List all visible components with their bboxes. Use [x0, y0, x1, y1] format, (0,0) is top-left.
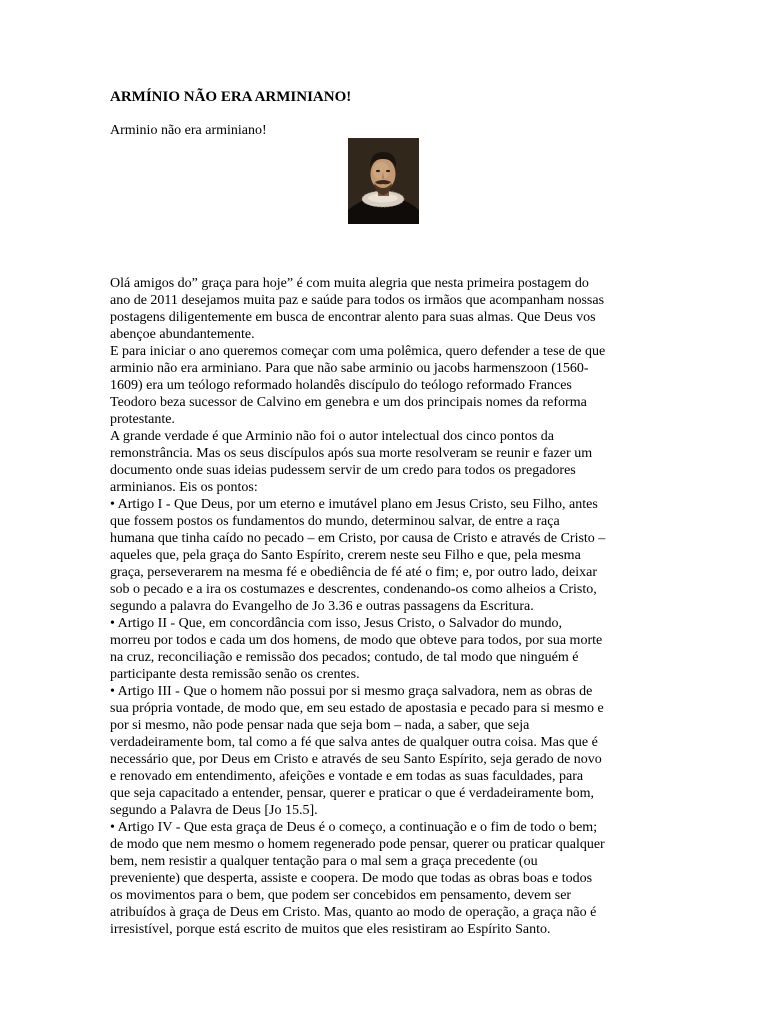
- text-line: • Artigo II - Que, em concordância com isso, Jesus Cristo, o Salvador do mundo,: [110, 616, 563, 631]
- text-line: E para iniciar o ano queremos começar com uma polêmica, quero defender a tese de que: [110, 344, 606, 359]
- text-line: arminianos. Eis os pontos:: [110, 480, 258, 495]
- text-line: segundo a palavra do Evangelho de Jo 3.36 e outras passagens da Escritura.: [110, 599, 534, 614]
- text-line: remonstrância. Mas os seus discípulos após sua morte resolveram se reunir e fazer um: [110, 446, 593, 461]
- text-line: A grande verdade é que Arminio não foi o autor intelectual dos cinco pontos da: [110, 429, 554, 444]
- text-line: sob o pecado e a ira os costumazes e descrentes, condenando-os como alheios a Cristo,: [110, 582, 597, 597]
- text-line: postagens diligentemente em busca de encontrar alento para suas almas. Que Deus vos: [110, 310, 596, 325]
- text-line: os movimentos para o bem, que podem ser concebidos em pensamento, devem ser: [110, 888, 572, 903]
- text-line: 1609) era um teólogo reformado holandês discípulo do teólogo reformado Frances: [110, 378, 572, 393]
- text-line: segundo a Palavra de Deus [Jo 15.5].: [110, 803, 318, 818]
- text-line: e renovado em entendimento, afeições e vontade e em todas as suas faculdades, para: [110, 769, 584, 784]
- text-line: ano de 2011 desejamos muita paz e saúde para todos os irmãos que acompanham nossas: [110, 293, 605, 308]
- text-line: abençoe abundantemente.: [110, 327, 255, 342]
- subtitle: Arminio não era arminiano!: [110, 123, 267, 138]
- text-line: documento onde suas ideias pudessem servir de um credo para todos os pregadores: [110, 463, 576, 478]
- page-title: ARMÍNIO NÃO ERA ARMINIANO!: [110, 89, 352, 105]
- text-line: • Artigo III - Que o homem não possui por si mesmo graça salvadora, nem as obras de: [110, 684, 593, 699]
- text-line: graça, perseverarem na mesma fé e obediência de fé até o fim; e, por outro lado, deixar: [110, 565, 598, 580]
- text-line: preveniente) que desperta, assiste e coopera. De modo que todas as obras boas e todos: [110, 871, 593, 886]
- text-line: aqueles que, pela graça do Santo Espírito, crerem neste seu Filho e que, pela mesma: [110, 548, 581, 563]
- text-line: que seja capacitado a entender, pensar, querer e praticar o que é verdadeiramente bom,: [110, 786, 594, 801]
- text-line: arminio não era arminiano. Para que não sabe arminio ou jacobs harmenszoon (1560-: [110, 361, 589, 376]
- text-line: humana que tinha caído no pecado – em Cristo, por causa de Cristo e através de Cristo –: [110, 531, 606, 546]
- text-line: por si mesmo, não pode pensar nada que seja bom – nada, a saber, que seja: [110, 718, 530, 733]
- text-line: Teodoro beza sucessor de Calvino em genebra e um dos principais nomes da reforma: [110, 395, 587, 410]
- text-line: Olá amigos do” graça para hoje” é com muita alegria que nesta primeira postagem do: [110, 276, 589, 291]
- text-line: de modo que nem mesmo o homem regenerado pode pensar, querer ou praticar qualquer: [110, 837, 605, 852]
- text-line: • Artigo IV - Que esta graça de Deus é o começo, a continuação e o fim de todo o bem;: [110, 820, 598, 835]
- text-line: verdadeiramente bom, tal como a fé que salva antes de qualquer outra coisa. Mas que é: [110, 735, 598, 750]
- text-line: atribuídos à graça de Deus em Cristo. Mas, quanto ao modo de operação, a graça não é: [110, 905, 597, 920]
- text-line: necessário que, por Deus em Cristo e através de seu Santo Espírito, seja gerado de novo: [110, 752, 602, 767]
- text-line: • Artigo I - Que Deus, por um eterno e imutável plano em Jesus Cristo, seu Filho, antes: [110, 497, 598, 512]
- text-line: irresistível, porque está escrito de muitos que eles resistiram ao Espírito Santo.: [110, 922, 551, 937]
- text-line: morreu por todos e cada um dos homens, de modo que obteve para todos, por sua morte: [110, 633, 603, 648]
- text-line: na cruz, reconciliação e remissão dos pecados; contudo, de tal modo que ninguém é: [110, 650, 579, 665]
- article-body: [110, 275, 670, 938]
- text-line: que fossem postos os fundamentos do mundo, determinou salvar, de entre a raça: [110, 514, 560, 529]
- text-line: sua própria vontade, de modo que, em seu estado de apostasia e pecado para si mesmo e: [110, 701, 604, 716]
- text-line: bem, nem resistir a qualquer tentação para o mal sem a graça precedente (ou: [110, 854, 538, 869]
- text-line: participante desta remissão senão os crentes.: [110, 667, 360, 682]
- portrait-image: [348, 138, 419, 224]
- text-line: protestante.: [110, 412, 175, 427]
